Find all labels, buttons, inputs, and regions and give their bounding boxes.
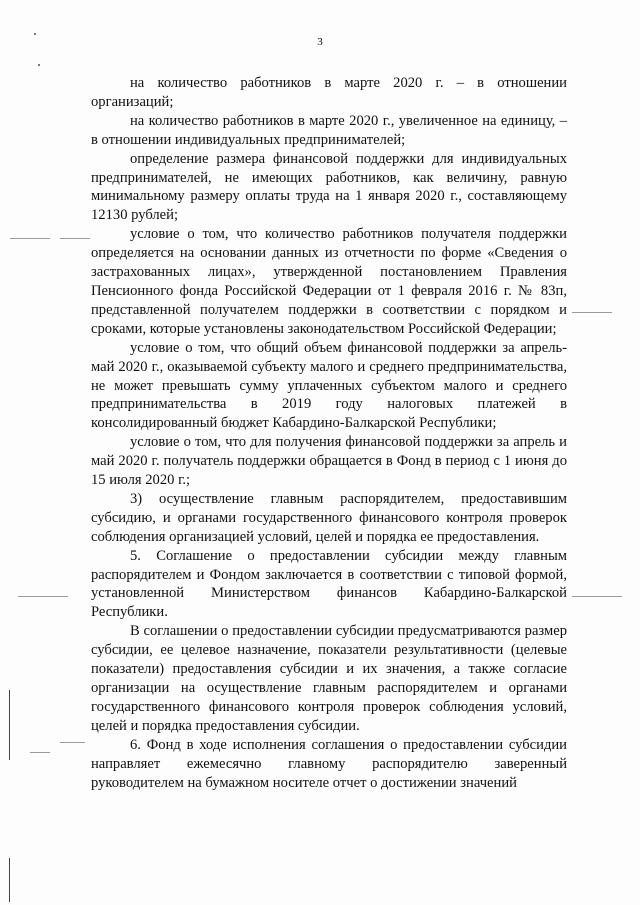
- paragraph-7: 3) осуществление главным распорядителем, предоставившим субсидию, и органами государственного финансового контроля проверок соблюдения организацией условий, целей и порядка ее предоставления.: [91, 490, 567, 545]
- document-body: [91, 74, 567, 792]
- scan-artifact: [60, 742, 85, 743]
- scan-artifact: [10, 238, 50, 239]
- paragraph-9: В соглашении о предоставлении субсидии предусматриваются размер субсидии, ее целевое назначение, показатели результативности (целевые показатели) предоставления субсидии и их значения, а также согласие организации на осуществление главным распорядителем и органами государственного финансового контроля проверок соблюдения условий, целей и порядка предоставления субсидии.: [91, 623, 567, 734]
- paragraph-6: условие о том, что для получения финансовой поддержки за апрель и май 2020 г. получатель поддержки обращается в Фонд в период с 1 июня до 15 июля 2020 г.;: [91, 434, 567, 489]
- scan-artifact: [572, 596, 622, 597]
- paragraph-4: условие о том, что количество работников получателя поддержки определяется на основании данных из отчетности по форме «Сведения о застрахованных лицах», утвержденной постановлением Правления Пенсионного фонда Российской Федерации от 1 февраля 2016 г. № 83п, представленной получателем поддержки в соответствии с порядком и сроками, которые установлены законодательством Российской Федерации;: [91, 226, 567, 337]
- scan-artifact: [34, 33, 36, 35]
- scan-artifact: [60, 238, 90, 239]
- paragraph-8: 5. Соглашение о предоставлении субсидии между главным распорядителем и Фондом заключается в соответствии с типовой формой, установленной Министерством финансов Кабардино-Балкарской Республики.: [91, 547, 567, 621]
- scan-artifact: [9, 690, 10, 760]
- scan-artifact: [38, 64, 40, 66]
- scan-artifact: [572, 312, 612, 313]
- paragraph-5: условие о том, что общий объем финансовой поддержки за апрель-май 2020 г., оказываемой субъекту малого и среднего предпринимательства, не может превышать сумму уплаченных субъектом малого и среднего предпринимательства в 2019 году налоговых платежей в консолидированный бюджет Кабардино-Балкарской Республики;: [91, 339, 567, 432]
- paragraph-3: определение размера финансовой поддержки для индивидуальных предпринимателей, не имеющих работников, как величину, равную минимальному размеру оплаты труда на 1 января 2020 г., составляющему 12130 рублей;: [91, 150, 567, 224]
- paragraph-2: на количество работников в марте 2020 г., увеличенное на единицу, – в отношении индивидуальных предпринимателей;: [91, 112, 567, 148]
- scan-artifact: [9, 858, 10, 902]
- paragraph-10: 6. Фонд в ходе исполнения соглашения о предоставлении субсидии направляет ежемесячно главному распорядителю заверенный руководителем на бумажном носителе отчет о достижении значений: [91, 736, 567, 791]
- scan-artifact: [30, 752, 50, 753]
- scan-artifact: [18, 596, 68, 597]
- paragraph-1: на количество работников в марте 2020 г. – в отношении организаций;: [91, 75, 567, 110]
- page-number: 3: [317, 36, 323, 48]
